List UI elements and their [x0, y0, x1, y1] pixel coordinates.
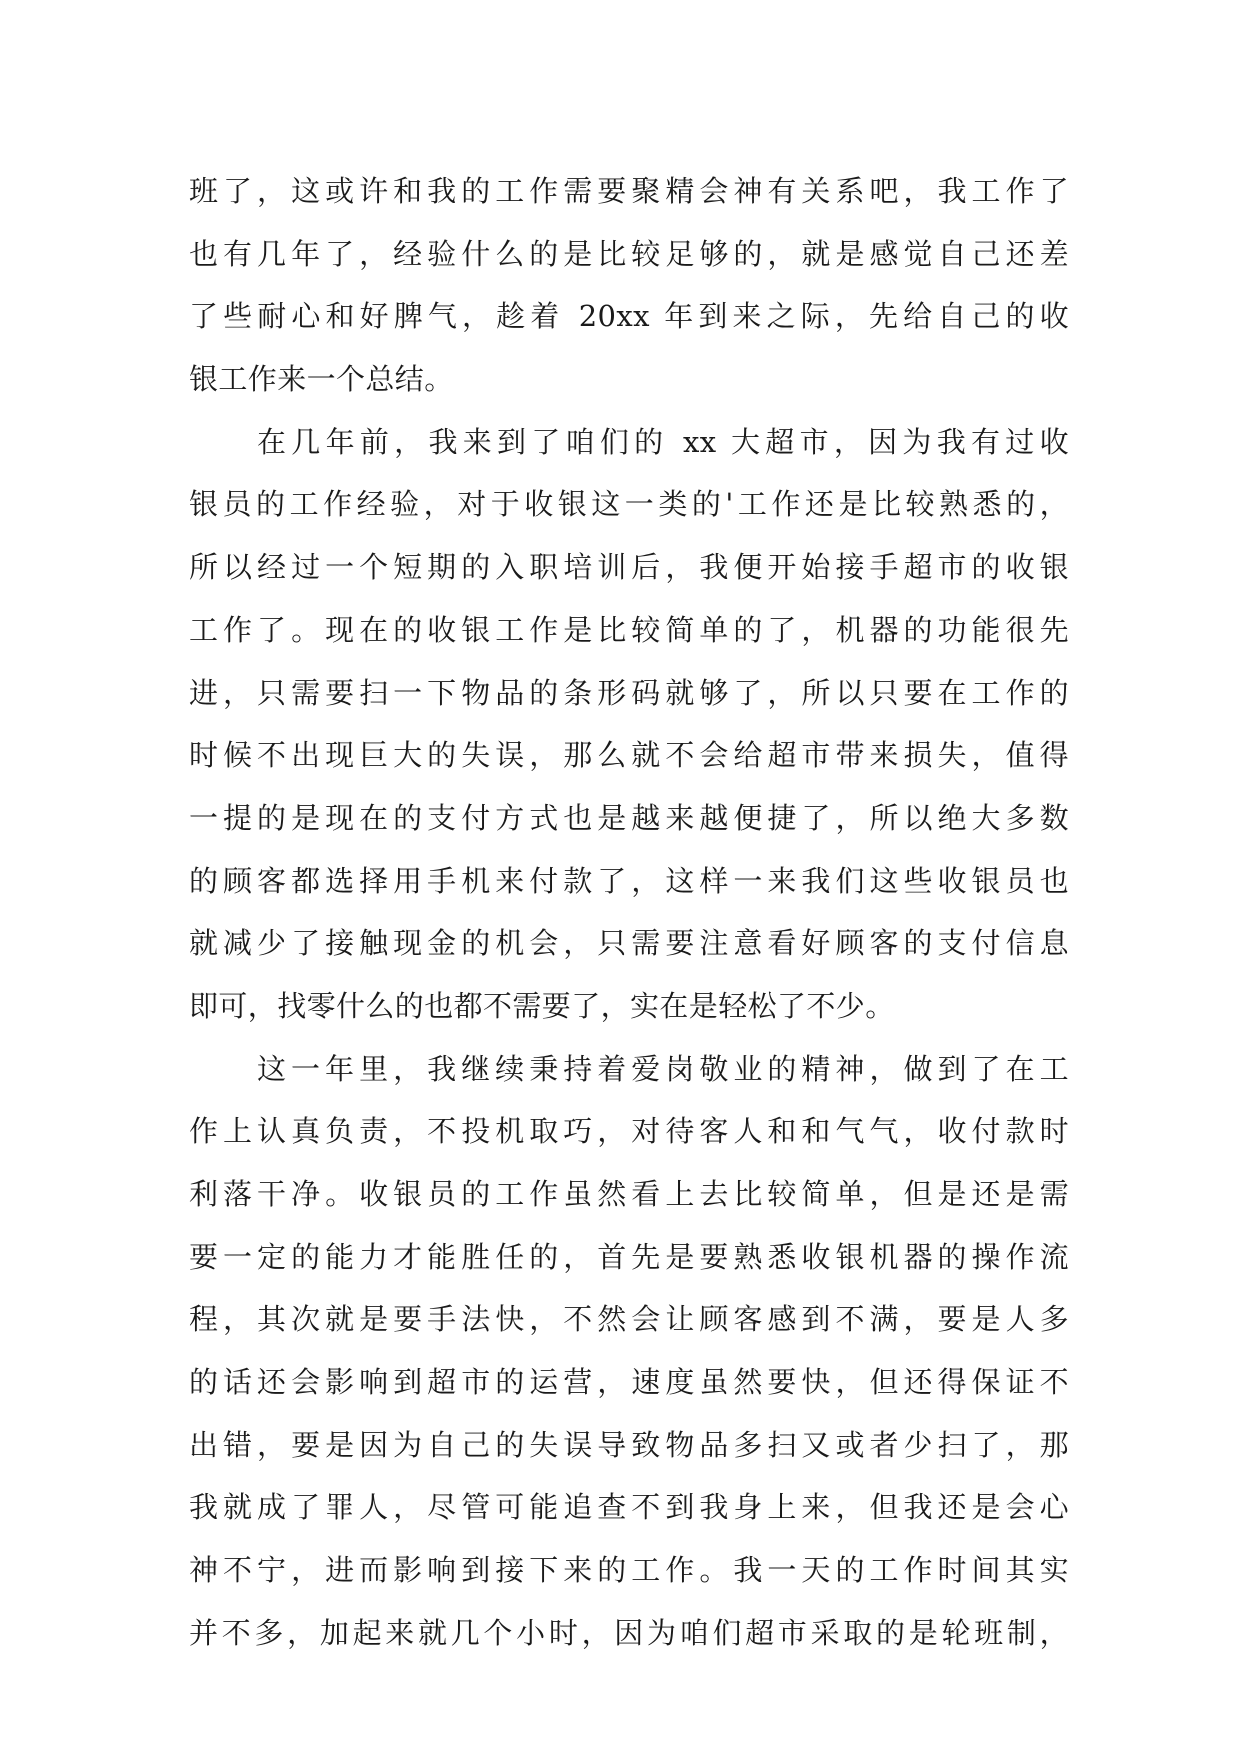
text-line: 银工作来一个总结。 — [189, 362, 454, 397]
paragraph-first-line: 这一年里，我继续秉持着爱岗敬业的精神，做到了在工 — [257, 1051, 1069, 1086]
text-line: 班了，这或许和我的工作需要聚精会神有关系吧，我工作了 — [189, 174, 1069, 208]
text-line: 的顾客都选择用手机来付款了，这样一来我们这些收银员也 — [189, 863, 1069, 898]
text-line: 即可，找零什么的也都不需要了，实在是轻松了不少。 — [189, 988, 895, 1023]
text-line: 就减少了接触现金的机会，只需要注意看好顾客的支付信息 — [189, 926, 1069, 961]
text-line: 银员的工作经验，对于收银这一类的'工作还是比较熟悉的， — [189, 487, 1069, 522]
text-line: 一提的是现在的支付方式也是越来越便捷了，所以绝大多数 — [189, 800, 1069, 835]
text-line: 作上认真负责，不投机取巧，对待客人和和气气，收付款时 — [189, 1114, 1069, 1149]
body-text — [189, 160, 1069, 1665]
text-line: 程，其次就是要手法快，不然会让顾客感到不满，要是人多 — [189, 1302, 1069, 1337]
text-line: 并不多，加起来就几个小时，因为咱们超市采取的是轮班制， — [189, 1615, 1069, 1650]
text-line: 我就成了罪人，尽管可能追查不到我身上来，但我还是会心 — [189, 1490, 1069, 1525]
text-line: 的话还会影响到超市的运营，速度虽然要快，但还得保证不 — [189, 1365, 1069, 1400]
text-line: 神不宁，进而影响到接下来的工作。我一天的工作时间其实 — [189, 1553, 1069, 1588]
paragraph-first-line: 在几年前，我来到了咱们的 xx 大超市，因为我有过收 — [257, 424, 1069, 459]
text-line: 出错，要是因为自己的失误导致物品多扫又或者少扫了，那 — [189, 1427, 1069, 1462]
text-line: 工作了。现在的收银工作是比较简单的了，机器的功能很先 — [189, 612, 1069, 647]
text-line: 所以经过一个短期的入职培训后，我便开始接手超市的收银 — [189, 550, 1069, 585]
text-line: 时候不出现巨大的失误，那么就不会给超市带来损失，值得 — [189, 738, 1069, 773]
text-line: 利落干净。收银员的工作虽然看上去比较简单，但是还是需 — [189, 1177, 1069, 1211]
text-line: 要一定的能力才能胜任的，首先是要熟悉收银机器的操作流 — [189, 1239, 1069, 1274]
text-line: 进，只需要扫一下物品的条形码就够了，所以只要在工作的 — [189, 675, 1069, 710]
text-line: 了些耐心和好脾气，趁着 20xx 年到来之际，先给自己的收 — [189, 299, 1069, 334]
text-line: 也有几年了，经验什么的是比较足够的，就是感觉自己还差 — [189, 236, 1069, 271]
